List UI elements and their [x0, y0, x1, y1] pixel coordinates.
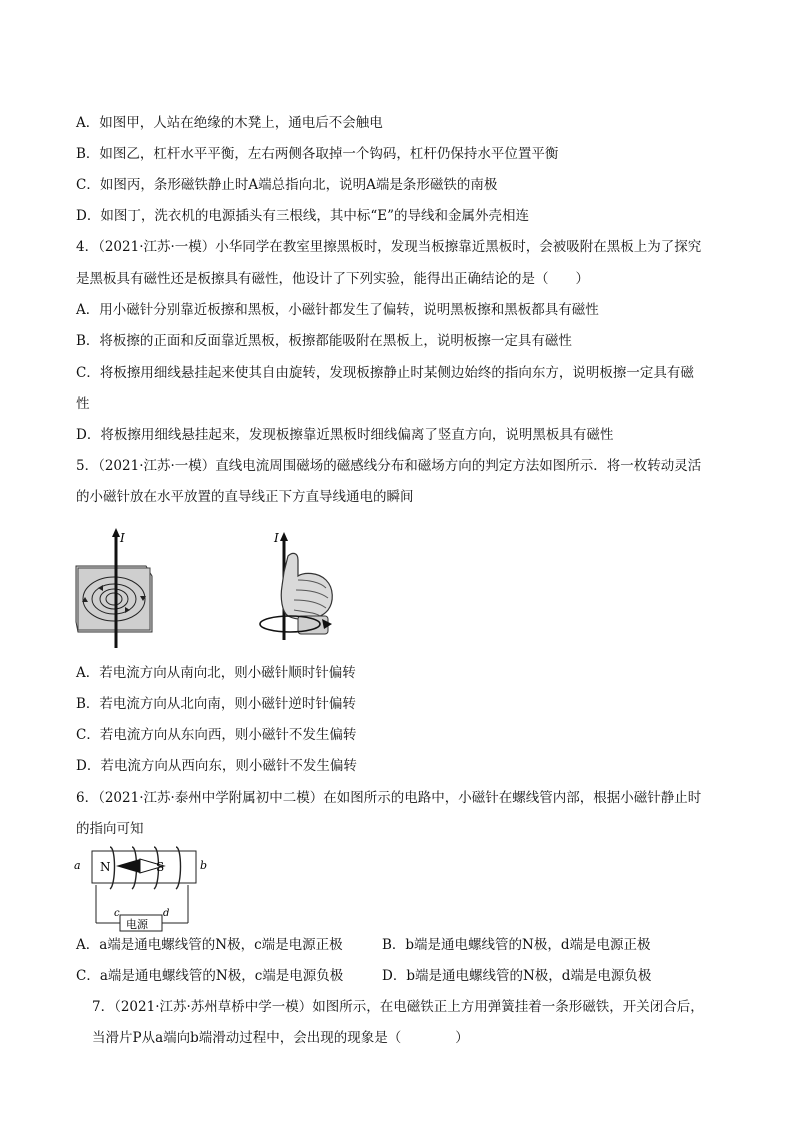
label-b: b	[200, 859, 208, 872]
q4-option-c-line2: 性	[76, 396, 90, 412]
q4-stem-line2: 是黑板具有磁性还是板擦具有磁性，他设计了下列实验，能得出正确结论的是（ ）	[76, 271, 589, 287]
q3-option-c: C．如图丙，条形磁铁静止时A端总指向北，说明A端是条形磁铁的南极	[76, 177, 498, 193]
q4-option-b: B．将板擦的正面和反面靠近黑板，板擦都能吸附在黑板上，说明板擦一定具有磁性	[76, 333, 572, 349]
label-c: c	[114, 908, 120, 919]
label-d: d	[163, 908, 170, 919]
q4-stem-line1: 4．（2021·江苏·一模）小华同学在教室里擦黑板时，发现当板擦靠近黑板时，会被吸附在黑板上为了探究	[76, 239, 702, 255]
q5-stem-line2: 的小磁针放在水平放置的直导线正下方直导线通电的瞬间	[76, 489, 414, 505]
q6-option-a: A．a端是通电螺线管的N极，c端是电源正极	[76, 937, 343, 953]
right-hand-rule-figure	[254, 528, 354, 646]
label-a: a	[74, 859, 81, 872]
solenoid-circuit-figure	[70, 845, 210, 937]
q5-option-b: B．若电流方向从北向南，则小磁针逆时针偏转	[76, 696, 356, 712]
q5-option-c: C．若电流方向从东向西，则小磁针不发生偏转	[76, 727, 357, 743]
q4-option-a: A．用小磁针分别靠近板擦和黑板，小磁针都发生了偏转，说明黑板擦和黑板都具有磁性	[76, 302, 599, 318]
solenoid-n-label: N	[100, 860, 111, 874]
hand-current-label: I	[274, 531, 279, 545]
q3-option-d: D．如图丁，洗衣机的电源插头有三根线，其中标“E”的导线和金属外壳相连	[76, 208, 529, 224]
q6-option-d: D．b端是通电螺线管的N极，d端是电源负极	[382, 968, 652, 984]
q3-option-b: B．如图乙，杠杆水平平衡，左右两侧各取掉一个钩码，杠杆仍保持水平位置平衡	[76, 146, 559, 162]
q7-stem-line2: 当滑片P从a端向b端滑动过程中，会出现的现象是（ ）	[92, 1030, 469, 1046]
q6-option-c: C．a端是通电螺线管的N极，c端是电源负极	[76, 968, 344, 984]
q4-option-d: D．将板擦用细线悬挂起来，发现板擦靠近黑板时细线偏离了竖直方向，说明黑板具有磁性	[76, 427, 614, 443]
straight-wire-field-figure	[70, 528, 158, 650]
power-source-label: 电源	[126, 918, 148, 931]
q7-stem-line1: 7．（2021·江苏·苏州草桥中学一模）如图所示，在电磁铁正上方用弹簧挂着一条形磁铁，开关闭合后，	[92, 999, 704, 1015]
q6-stem-line2: 的指向可知	[76, 821, 144, 837]
q5-stem-line1: 5．（2021·江苏·一模）直线电流周围磁场的磁感线分布和磁场方向的判定方法如图所示．将一枚转动灵活	[76, 458, 702, 474]
current-label: I	[120, 531, 125, 545]
q3-option-a: A．如图甲，人站在绝缘的木凳上，通电后不会触电	[76, 115, 383, 131]
solenoid-s-label: S	[156, 860, 165, 874]
q6-option-b: B．b端是通电螺线管的N极，d端是电源正极	[382, 937, 651, 953]
q5-option-d: D．若电流方向从西向东，则小磁针不发生偏转	[76, 758, 357, 774]
q6-stem-line1: 6．（2021·江苏·泰州中学附属初中二模）在如图所示的电路中，小磁针在螺线管内部，根据小磁针静止时	[76, 790, 702, 806]
q4-option-c-line1: C．将板擦用细线悬挂起来使其自由旋转，发现板擦静止时某侧边始终的指向东方，说明板擦一定具有磁	[76, 365, 694, 381]
q5-option-a: A．若电流方向从南向北，则小磁针顺时针偏转	[76, 665, 356, 681]
